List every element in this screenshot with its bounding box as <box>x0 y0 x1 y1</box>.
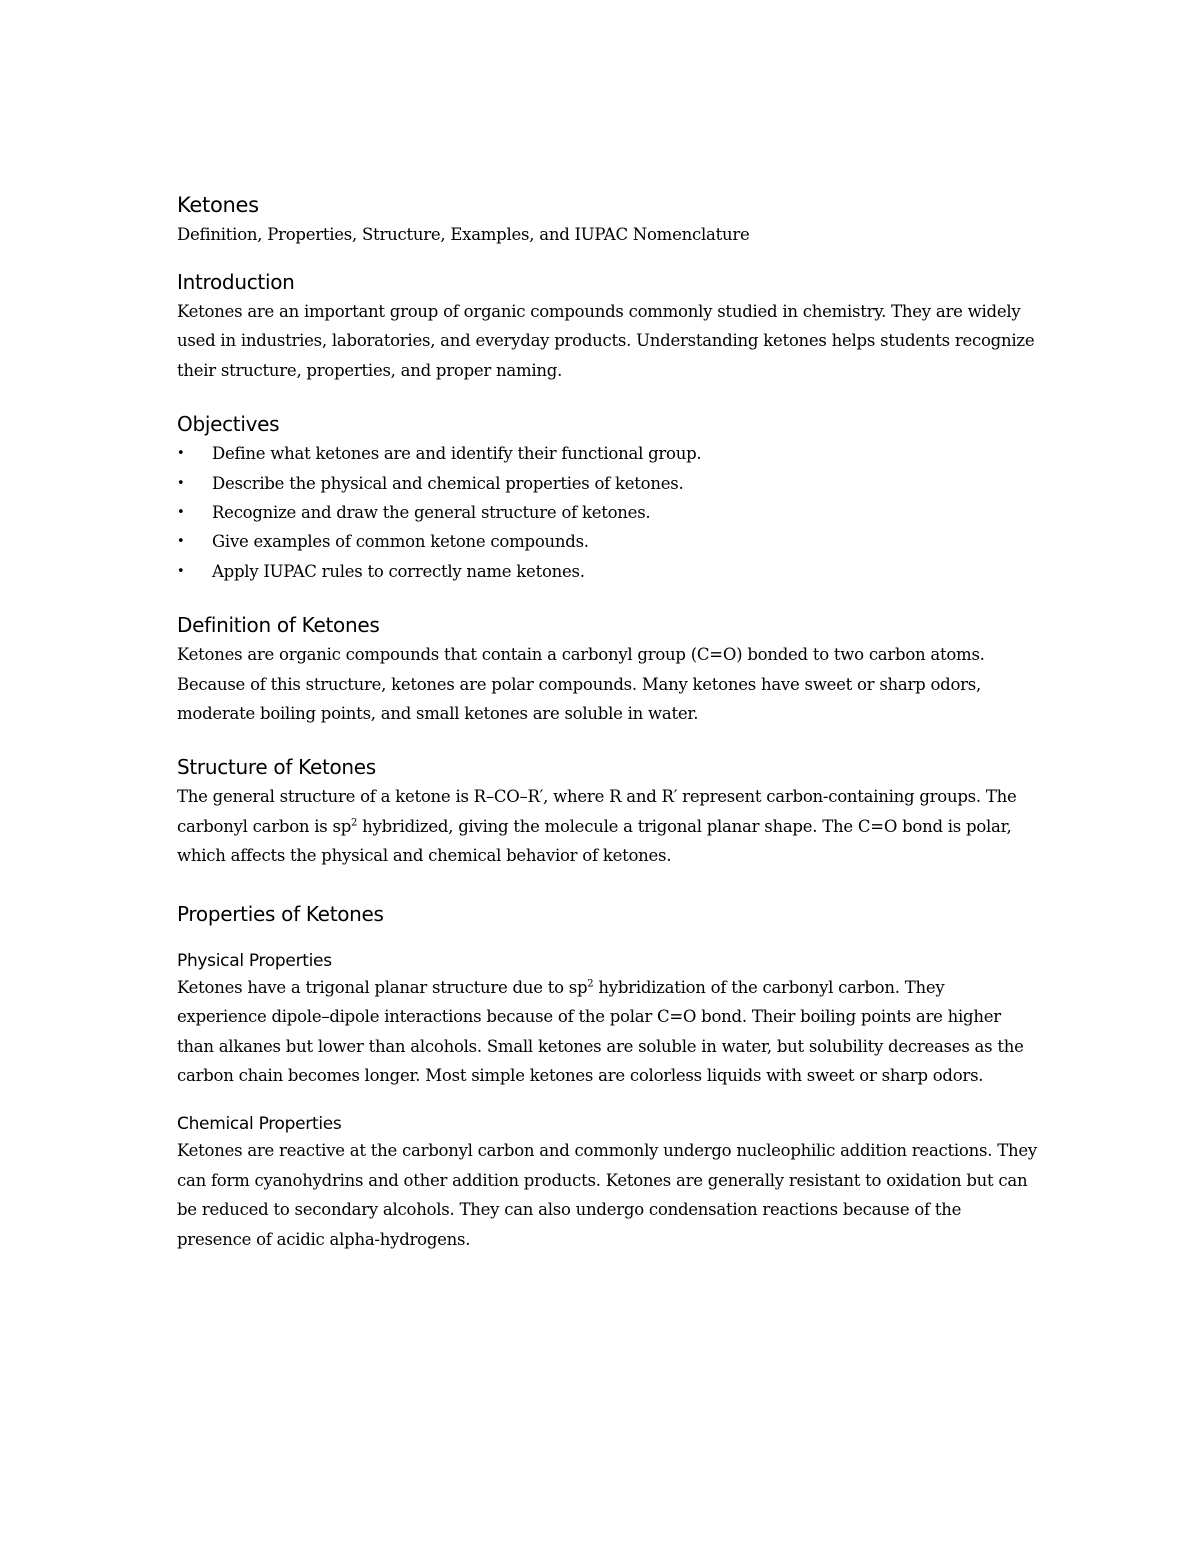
superscript: 2 <box>351 817 358 829</box>
objective-text: Apply IUPAC rules to correctly name ketones. <box>212 561 585 581</box>
properties-section <box>177 899 1037 1254</box>
physical-properties-heading: Physical Properties <box>177 950 332 971</box>
objective-text: Define what ketones are and identify their functional group. <box>212 444 702 464</box>
structure-text <box>177 782 1037 870</box>
objective-text: Give examples of common ketone compounds. <box>212 532 589 552</box>
bullet-icon: • <box>177 475 185 491</box>
document-title: Ketones <box>177 193 259 217</box>
list-item <box>177 439 1037 468</box>
structure-text-part2: hybridized, giving the molecule a trigonal planar shape. The C=O bond is polar, which affects the physical and chemical behavior of ketones. <box>177 816 1012 866</box>
physical-text-part2: hybridization of the carbonyl carbon. They experience dipole–dipole interactions because of the polar C=O bond. Their boiling points are higher than alkanes but lower than alcohols. Small ketones are soluble in water, but solubility decreases as the carbon chain becomes longer. Most simple ketones are colorless liquids with sweet or sharp odors. <box>177 977 1024 1085</box>
chemical-properties-heading: Chemical Properties <box>177 1114 342 1135</box>
properties-heading: Properties of Ketones <box>177 901 384 926</box>
list-item <box>177 469 1037 498</box>
document-page <box>177 190 1037 1254</box>
bullet-icon: • <box>177 534 185 550</box>
bullet-icon: • <box>177 446 185 462</box>
structure-heading: Structure of Ketones <box>177 755 376 780</box>
introduction-text: Ketones are an important group of organic compounds commonly studied in chemistry. They are widely used in industries, laboratories, and everyday products. Understanding ketones helps students recognize their structure, properties, and proper naming. <box>177 302 1035 380</box>
superscript: 2 <box>587 978 594 990</box>
list-item <box>177 557 1037 586</box>
definition-section <box>177 610 1037 728</box>
list-item <box>177 527 1037 556</box>
definition-heading: Definition of Ketones <box>177 613 380 638</box>
objectives-list <box>177 439 1037 586</box>
structure-section <box>177 752 1037 870</box>
chemical-properties-text: Ketones are reactive at the carbonyl carbon and commonly undergo nucleophilic addition reactions. They can form cyanohydrins and other addition products. Ketones are generally resistant to oxidation but can be reduced to secondary alcohols. They can also undergo condensation reactions because of the presence of acidic alpha-hydrogens. <box>177 1141 1037 1249</box>
introduction-heading: Introduction <box>177 270 295 294</box>
structure-text-part1: The general structure of a ketone is R–CO–R′, where R and R′ represent carbon-containing groups. The carbonyl carbon is sp <box>177 787 1017 836</box>
bullet-icon: • <box>177 505 185 521</box>
definition-text: Ketones are organic compounds that contain a carbonyl group (C=O) bonded to two carbon atoms. Because of this structure, ketones are polar compounds. Many ketones have sweet or sharp odors, moderate boiling points, and small ketones are soluble in water. <box>177 645 985 724</box>
bullet-icon: • <box>177 563 185 579</box>
objective-text: Describe the physical and chemical properties of ketones. <box>212 473 684 493</box>
objective-text: Recognize and draw the general structure of ketones. <box>212 503 651 523</box>
objectives-section <box>177 409 1037 586</box>
physical-text-part1: Ketones have a trigonal planar structure due to sp <box>177 977 588 997</box>
introduction-section <box>177 267 1037 385</box>
document-subtitle: Definition, Properties, Structure, Examples, and IUPAC Nomenclature <box>177 225 750 244</box>
objectives-heading: Objectives <box>177 412 280 437</box>
list-item <box>177 498 1037 527</box>
physical-properties-text <box>177 973 1037 1091</box>
